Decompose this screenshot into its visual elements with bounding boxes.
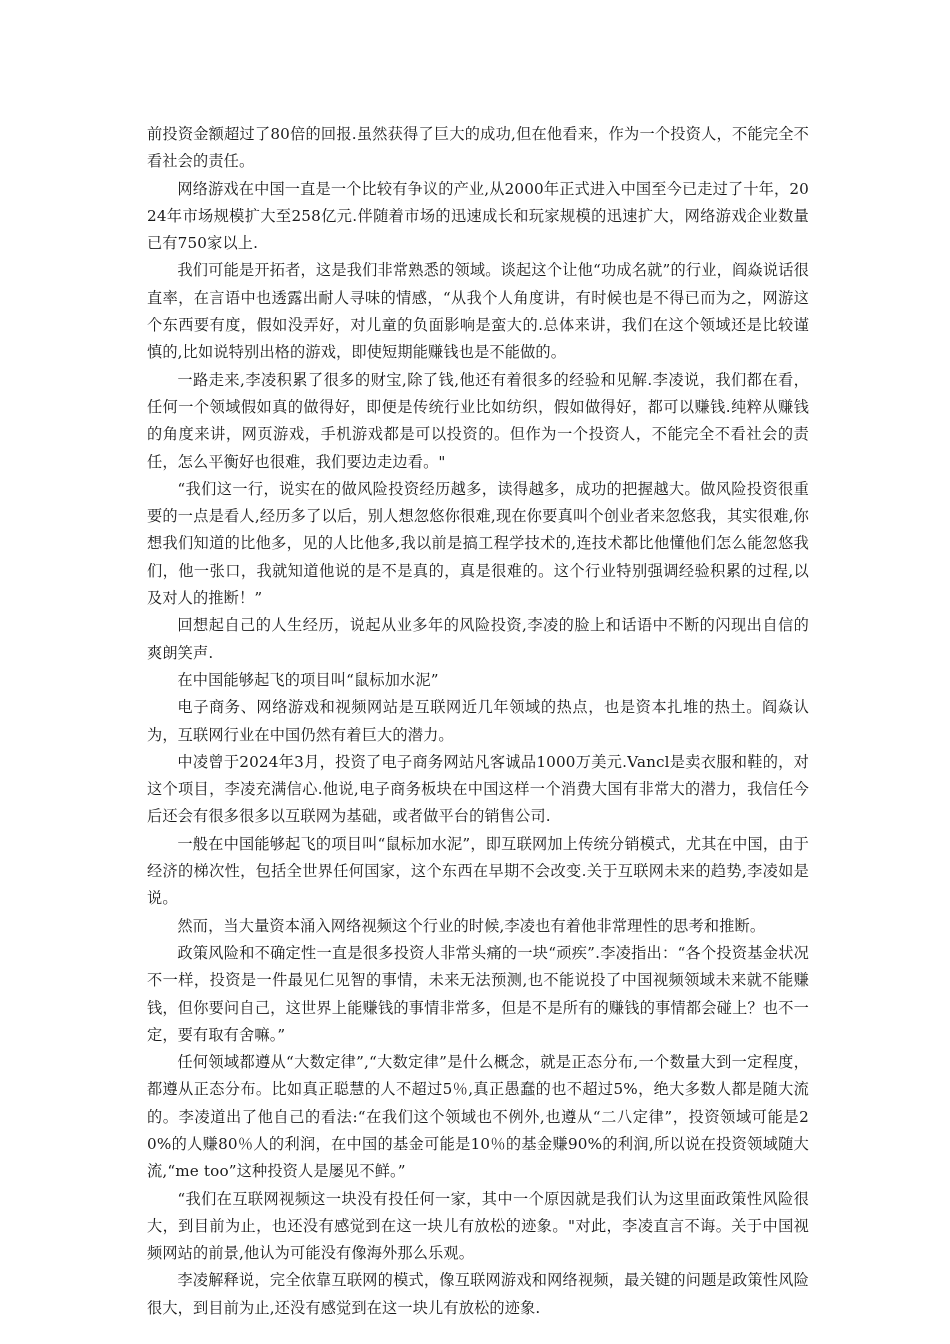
- paragraph: 任何领域都遵从“大数定律”,“大数定律”是什么概念，就是正态分布,一个数量大到一定程度，都遵从正态分布。比如真正聪慧的人不超过5％,真正愚蠢的也不超过5%，绝大多数人都是随大流的。李凌道出了他自己的看法:“在我们这个领域也不例外,也遵从“二八定律”，投资领域可能是20%的人赚80％人的利润，在中国的基金可能是10％的基金赚90%的利润,所以说在投资领域随大流,“me too”这种投资人是屡见不鲜。”: [147, 1053, 809, 1181]
- document-body: [147, 121, 809, 1322]
- paragraph: 前投资金额超过了80倍的回报.虽然获得了巨大的成功,但在他看来，作为一个投资人，不能完全不看社会的责任。: [147, 125, 809, 171]
- paragraph: 我们可能是开拓者，这是我们非常熟悉的领域。谈起这个让他“功成名就”的行业，阎焱说话很直率，在言语中也透露出耐人寻味的情感，“从我个人角度讲，有时候也是不得已而为之，网游这个东西要有度，假如没弄好，对儿童的负面影响是蛮大的.总体来讲，我们在这个领域还是比较谨慎的,比如说特别出格的游戏，即使短期能赚钱也是不能做的。: [147, 261, 809, 362]
- paragraph: “我们在互联网视频这一块没有投任何一家，其中一个原因就是我们认为这里面政策性风险很大，到目前为止，也还没有感觉到在这一块儿有放松的迹象。"对此，李凌直言不诲。关于中国视频网站的前景,他认为可能没有像海外那么乐观。: [147, 1189, 809, 1263]
- paragraph: 李凌解释说，完全依靠互联网的模式，像互联网游戏和网络视频，最关键的问题是政策性风险很大，到目前为止,还没有感觉到在这一块儿有放松的迹象.: [147, 1271, 809, 1317]
- paragraph: 然而，当大量资本涌入网络视频这个行业的时候,李凌也有着他非常理性的思考和推断。: [177, 916, 766, 935]
- paragraph: 电子商务、网络游戏和视频网站是互联网近几年领域的热点，也是资本扎堆的热土。阎焱认为，互联网行业在中国仍然有着巨大的潜力。: [147, 698, 809, 744]
- paragraph: “我们这一行，说实在的做风险投资经历越多，读得越多，成功的把握越大。做风险投资很重要的一点是看人,经历多了以后，别人想忽悠你很难,现在你要真叫个创业者来忽悠我，其实很难,你想我们知道的比他多，见的人比他多,我以前是搞工程学技术的,连技术都比他懂他们怎么能忽悠我们，他一张口，我就知道他说的是不是真的，真是很难的。这个行业特别强调经验积累的过程,以及对人的推断！”: [147, 479, 809, 608]
- paragraph: 中凌曾于2024年3月，投资了电子商务网站凡客诚品1000万美元.Vancl是卖衣服和鞋的，对这个项目，李凌充满信心.他说,电子商务板块在中国这样一个消费大国有非常大的潜力，我信任今后还会有很多很多以互联网为基础，或者做平台的销售公司.: [147, 752, 809, 826]
- paragraph: 一般在中国能够起飞的项目叫“鼠标加水泥”，即互联网加上传统分销模式，尤其在中国，由于经济的梯次性，包括全世界任何国家，这个东西在早期不会改变.关于互联网未来的趋势,李凌如是说。: [147, 834, 809, 908]
- paragraph: 网络游戏在中国一直是一个比较有争议的产业,从2000年正式进入中国至今已走过了十年，2024年市场规模扩大至258亿元.伴随着市场的迅速成长和玩家规模的迅速扩大，网络游戏企业数量已有750家以上.: [147, 179, 809, 253]
- paragraph: 一路走来,李凌积累了很多的财宝,除了钱,他还有着很多的经验和见解.李凌说，我们都在看，任何一个领域假如真的做得好，即便是传统行业比如纺织，假如做得好，都可以赚钱.纯粹从赚钱的角度来讲，网页游戏，手机游戏都是可以投资的。但作为一个投资人，不能完全不看社会的责任，怎么平衡好也很难，我们要边走边看。": [147, 370, 809, 471]
- paragraph: 回想起自己的人生经历，说起从业多年的风险投资,李凌的脸上和话语中不断的闪现出自信的爽朗笑声.: [147, 616, 809, 662]
- paragraph: 政策风险和不确定性一直是很多投资人非常头痛的一块“顽疾”.李凌指出：“各个投资基金状况不一样，投资是一件最见仁见智的事情，未来无法预测,也不能说投了中国视频领域未来就不能赚钱，但你要问自己，这世界上能赚钱的事情非常多，但是不是所有的赚钱的事情都会碰上？也不一定，要有取有舍嘛。”: [147, 943, 809, 1044]
- section-heading: 在中国能够起飞的项目叫“鼠标加水泥”: [177, 670, 439, 689]
